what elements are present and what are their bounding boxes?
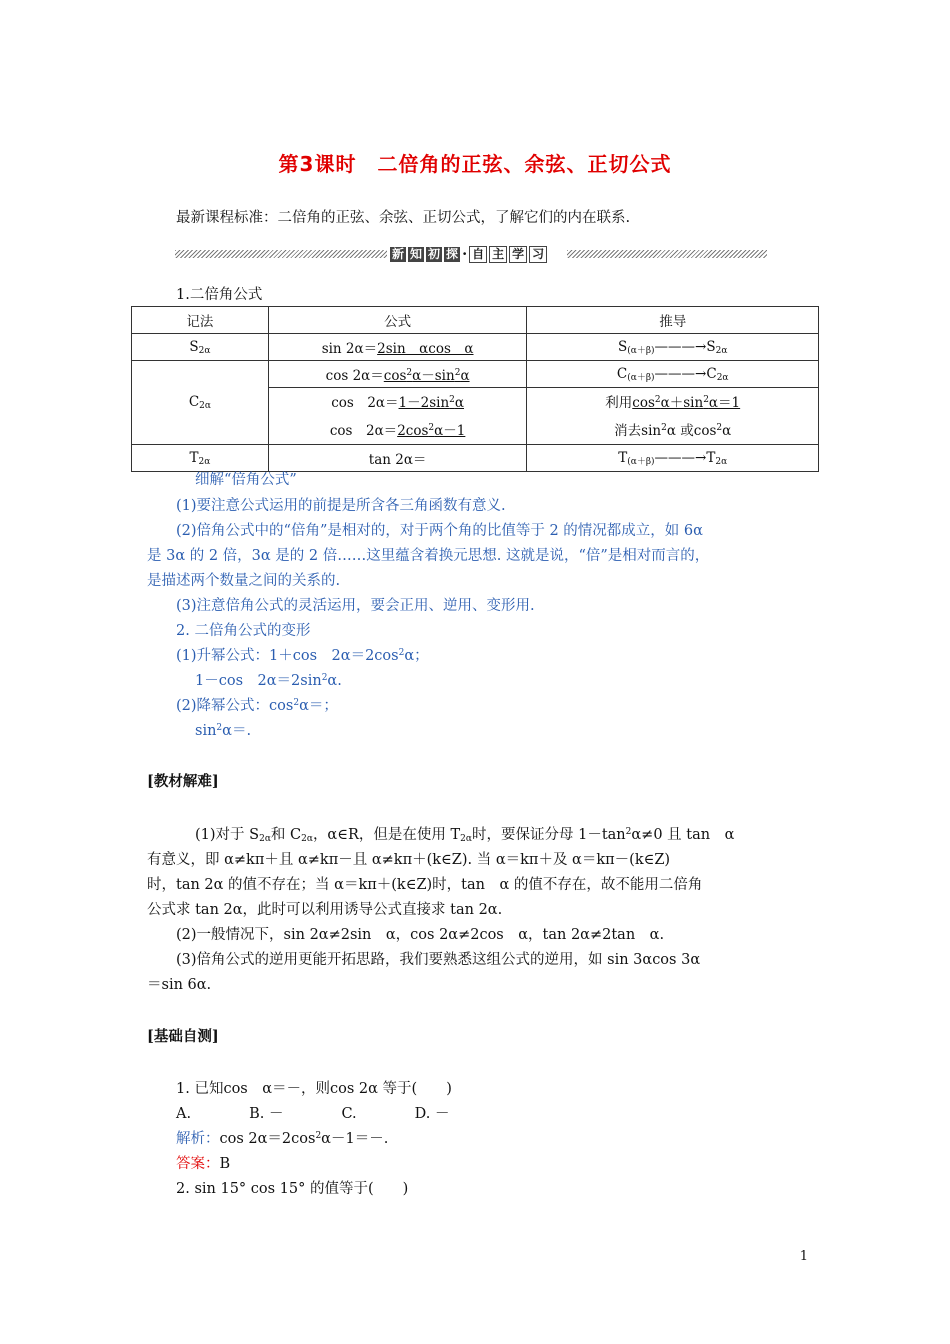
section-label: [基础自测] [147, 1028, 219, 1045]
derivation-cell: 利用$\cos^2\alpha+\sin^2\alpha=1$ 消去$\sin^2\alpha$ 或$\cos^2\alpha$ [527, 388, 819, 445]
table-header: 推导 [527, 307, 819, 334]
text-line: (3)倍角公式的逆用更能开拓思路，我们要熟悉这组公式的逆用，如 sin 3αcos 3α [176, 952, 701, 968]
section-badge [387, 245, 550, 263]
text-line: 公式求 tan 2α，此时可以利用诱导公式直接求 tan 2α. [147, 902, 503, 918]
note-paragraph: (2)倍角公式中的“倍角”是相对的，对于两个角的比值等于 2 的情况都成立，如 6α [176, 523, 703, 539]
formula-line: $\sin^2\alpha=$. [195, 723, 252, 739]
section-bar [175, 245, 767, 263]
badge-char: 知 [410, 246, 423, 261]
hatch-left [175, 250, 389, 258]
table-row [132, 361, 819, 388]
badge-char: 探 [446, 246, 459, 261]
formula-line: (2)降幂公式：$\cos^2\alpha=$； [176, 698, 338, 714]
text-line: 有意义，即 α≠kπ＋且 α≠kπ－且 α≠kπ＋(k∈Z). 当 α＝kπ＋及 α＝kπ－(k∈Z) [147, 852, 671, 868]
derivation-cell: $C_{(\alpha+\beta)}———\to C_{2\alpha}$ [527, 361, 819, 388]
curriculum-standard: 最新课程标准：二倍角的正弦、余弦、正切公式，了解它们的内在联系. [176, 210, 631, 226]
page-number: 1 [799, 1249, 808, 1264]
note-paragraph: 是 3α 的 2 倍，3α 是的 2 倍……这里蕴含着换元思想. 这就是说，“倍”是相对而言的， [147, 548, 710, 564]
badge-char: 主 [489, 246, 507, 263]
page-title: 第3课时 二倍角的正弦、余弦、正切公式 [278, 152, 672, 176]
formula-cell: tan 2α＝ [268, 445, 527, 472]
badge-char: 新 [392, 246, 405, 261]
notation-cell: $S_{2\alpha}$ [132, 334, 269, 361]
text-line: ＝sin 6α. [147, 977, 212, 993]
table-row [132, 334, 819, 361]
formula-line: (1)升幂公式：1＋cos $2\alpha=2\cos^2\alpha$； [176, 648, 429, 664]
derivation-cell: $T_{(\alpha+\beta)}———\to T_{2\alpha}$ [527, 445, 819, 472]
text-line: 时，tan 2α 的值不存在；当 α＝kπ＋(k∈Z)时，tan α 的值不存在，故不能用二倍角 [147, 877, 703, 893]
formula-cell: sin 2α＝2sin αcos α [268, 334, 527, 361]
table-header: 公式 [268, 307, 527, 334]
note-paragraph: 是描述两个数量之间的关系的. [147, 573, 341, 589]
table-header-row [132, 307, 819, 334]
section-heading: 1.二倍角公式 [176, 287, 263, 303]
badge-char: 习 [529, 246, 547, 263]
notes-heading: 细解“倍角公式” [195, 472, 297, 488]
solution-line: 解析：$\cos 2\alpha=2\cos^2\alpha-1=-$. [176, 1131, 389, 1147]
badge-char: 初 [428, 246, 441, 261]
formula-cell: cos $2\alpha=1-2\sin^2\alpha$ cos $2\alpha=2\cos^2\alpha-1$ [268, 388, 527, 445]
badge-dot: · [462, 245, 468, 263]
text-line: (1)对于 $S_{2\alpha}$和 $C_{2\alpha}$，α∈R，但是在使用 $T_{2\alpha}$时，要保证分母 $1-\tan^2\alpha\ne 0$ 且 tan α [195, 827, 735, 844]
text-line: (2)一般情况下，sin 2α≠2sin α，cos 2α≠2cos α，tan 2α≠2tan α. [176, 927, 665, 943]
badge-char: 自 [469, 246, 487, 263]
notation-cell: $C_{2\alpha}$ [132, 361, 269, 445]
notation-cell: $T_{2\alpha}$ [132, 445, 269, 472]
hatch-right [567, 250, 767, 258]
derivation-cell: $S_{(\alpha+\beta)}———\to S_{2\alpha}$ [527, 334, 819, 361]
formula-line: 1－cos $2\alpha=2\sin^2\alpha$. [195, 673, 342, 689]
section-label: [教材解难] [147, 773, 219, 790]
question: 2. sin 15° cos 15° 的值等于( ) [176, 1181, 409, 1197]
question: 1. 已知cos α＝－，则cos 2α 等于( ) [176, 1081, 452, 1097]
section-heading: 2. 二倍角公式的变形 [176, 623, 311, 639]
formula-table [131, 306, 819, 472]
question-options: A. B. － C. D. － [176, 1106, 450, 1122]
badge-char: 学 [509, 246, 527, 263]
note-paragraph: (3)注意倍角公式的灵活运用，要会正用、逆用、变形用. [176, 598, 535, 614]
note-paragraph: (1)要注意公式运用的前提是所含各三角函数有意义. [176, 498, 506, 514]
table-header: 记法 [132, 307, 269, 334]
formula-cell: $\cos 2\alpha=\cos^2\alpha-\sin^2\alpha$ [268, 361, 527, 388]
answer-line: 答案：B [176, 1156, 231, 1172]
